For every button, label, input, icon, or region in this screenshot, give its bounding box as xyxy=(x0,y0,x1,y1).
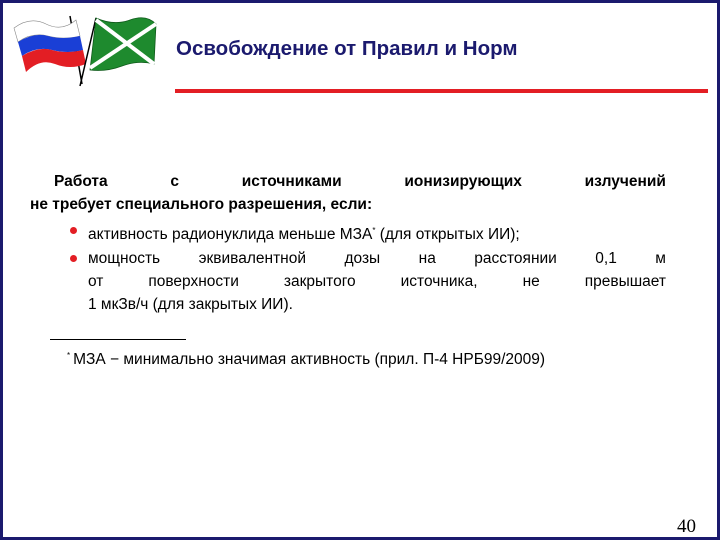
bullet-word: мощность xyxy=(88,250,161,267)
intro-paragraph xyxy=(30,170,666,216)
bullet-word: превышает xyxy=(584,273,666,290)
footnote-text: МЗА − минимально значимая активность (прил. П-4 НРБ99/2009) xyxy=(73,351,546,368)
bullet-word: эквивалентной xyxy=(198,250,307,267)
bullet-2-line-1 xyxy=(88,247,666,270)
intro-line-1 xyxy=(30,170,666,193)
slide-title: Освобождение от Правил и Норм xyxy=(176,37,518,60)
bullet-word: на xyxy=(418,250,436,267)
list-item xyxy=(30,247,666,316)
intro-word: Работа xyxy=(54,173,108,190)
intro-line-2: не требует специального разрешения, если: xyxy=(30,196,373,213)
footnote xyxy=(67,351,545,369)
condition-list xyxy=(30,219,666,316)
intro-word: с xyxy=(170,173,179,190)
intro-word: ионизирующих xyxy=(404,173,522,190)
footnote-divider xyxy=(50,339,186,340)
slide-body xyxy=(30,170,666,317)
footnote-marker: * xyxy=(372,226,376,235)
flags-emblem xyxy=(10,14,160,88)
bullet-word: не xyxy=(522,273,540,290)
bullet-word: расстоянии xyxy=(474,250,557,267)
bullet-word: поверхности xyxy=(148,273,239,290)
russia-flag-icon xyxy=(14,16,86,84)
list-item xyxy=(30,219,666,246)
andreevsky-flag-icon xyxy=(80,18,156,86)
footnote-star: * xyxy=(67,351,71,360)
bullet-word: закрытого xyxy=(283,273,356,290)
page-number: 40 xyxy=(677,516,696,537)
bullet-1-tail: (для открытых ИИ); xyxy=(375,226,520,243)
bullet-dot-icon xyxy=(70,227,77,234)
bullet-2-line-2 xyxy=(88,270,666,293)
bullet-word: от xyxy=(88,273,104,290)
bullet-dot-icon xyxy=(70,255,77,262)
bullet-word: 0,1 xyxy=(595,250,617,267)
title-underline xyxy=(175,89,708,93)
bullet-1-text: активность радионуклида меньше МЗА xyxy=(88,226,373,243)
bullet-word: источника, xyxy=(400,273,478,290)
bullet-2-line-3: 1 мкЗв/ч (для закрытых ИИ). xyxy=(88,296,293,313)
bullet-word: дозы xyxy=(344,250,381,267)
intro-word: источниками xyxy=(241,173,342,190)
bullet-word: м xyxy=(655,250,666,267)
intro-word: излучений xyxy=(584,173,666,190)
